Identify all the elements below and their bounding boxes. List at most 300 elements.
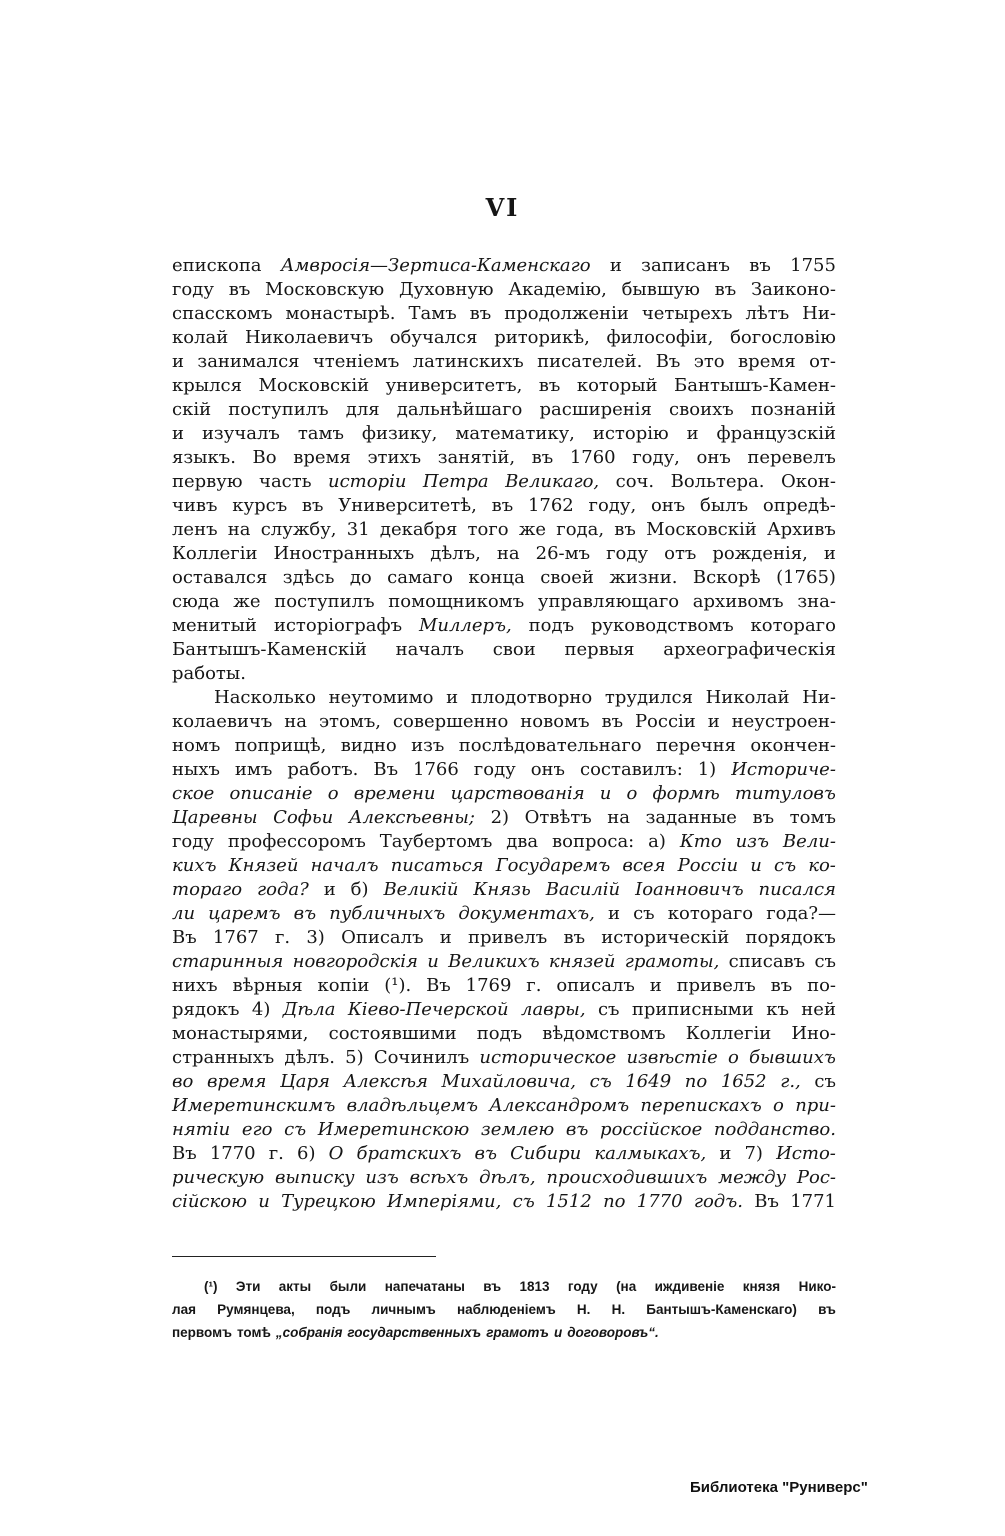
body-text-word: Вели- [782, 831, 836, 852]
body-text-word: этихъ [367, 447, 422, 468]
body-text-word: привелъ [676, 975, 756, 996]
body-text-word: археографическія [663, 639, 836, 660]
body-text-word: ли [172, 903, 196, 924]
body-text-word: отъ [664, 543, 697, 564]
body-text-line [172, 974, 836, 998]
body-text-word: 1762 [527, 495, 574, 516]
body-text-word: на [227, 519, 251, 540]
body-text-word: въ [752, 807, 775, 828]
body-text-line [172, 926, 836, 950]
body-text-word: физику, [361, 423, 438, 444]
footnote-word: Бантышъ-Каменскаго) [646, 1302, 797, 1317]
body-text-word: и [609, 255, 622, 276]
body-text-word: братскихъ [356, 1143, 462, 1164]
body-text-word: и [686, 423, 699, 444]
body-text-word: и [719, 1143, 732, 1164]
body-text-line [172, 398, 836, 422]
body-text-word: котораго [750, 615, 836, 636]
body-text-word: и [446, 687, 459, 708]
body-text-word: онъ [696, 447, 731, 468]
body-text-word: записанъ [641, 255, 730, 276]
body-text-word: скій [172, 399, 212, 420]
body-text-word: въ [474, 1143, 498, 1164]
body-text-word: въ [228, 279, 251, 300]
body-text-word: Князь [473, 879, 531, 900]
body-text-line [172, 302, 836, 326]
body-text-word: 1649 [625, 1071, 672, 1092]
body-text-word: курсъ [232, 495, 288, 516]
footnote-word: были [329, 1279, 367, 1294]
body-text-word: службу, [260, 519, 337, 540]
body-text-word: былъ [700, 495, 749, 516]
body-text [172, 254, 836, 1214]
body-text-word: старинныя [172, 951, 284, 972]
body-text-word: сюда [172, 591, 220, 612]
body-text-word: въ [614, 519, 636, 540]
body-text-line [172, 470, 836, 494]
body-text-word: Великій [383, 879, 459, 900]
body-text-word: 1770 [636, 1191, 683, 1212]
body-text-word: году, [632, 447, 680, 468]
body-text-word: видно [340, 735, 397, 756]
footnote-word: иждивеніе [654, 1279, 725, 1294]
body-text-word: совершенно [392, 711, 509, 732]
body-text-word: онъ [650, 495, 686, 516]
body-text-word: на [496, 543, 520, 564]
body-text-word: и [823, 543, 836, 564]
body-text-word: помощникомъ [388, 591, 525, 612]
body-text-word: 1760 [569, 447, 616, 468]
body-text-word: и [172, 423, 184, 444]
body-text-word: архивомъ [692, 591, 784, 612]
body-text-line [172, 1190, 836, 1214]
body-text-word: его [241, 1119, 273, 1140]
body-text-word: занимался [197, 351, 300, 372]
body-text-word: Описалъ [341, 927, 424, 948]
body-text-word: ское [172, 783, 215, 804]
body-text-word: къ [766, 999, 789, 1020]
body-text-word: Софьи [273, 807, 334, 828]
body-text-word: царемъ [208, 903, 281, 924]
body-text-word: часть [259, 471, 312, 492]
body-text-word: крылся [172, 375, 242, 396]
body-text-word: на [607, 807, 631, 828]
body-text-word: россійское [600, 1119, 703, 1140]
body-text-word: Имеретинскимъ [172, 1095, 336, 1116]
body-text-word: Петра [422, 471, 489, 492]
body-text-word: года? [257, 879, 309, 900]
body-text-word: занятій, [437, 447, 516, 468]
body-text-word: подъ [476, 1023, 523, 1044]
body-text-word: Михайловича, [441, 1071, 577, 1092]
body-text-word: кихъ [172, 855, 217, 876]
body-text-line [172, 542, 836, 566]
body-text-word: въ [770, 975, 793, 996]
library-watermark: Библиотека "Руниверс" [690, 1479, 868, 1496]
footnote-word: (на [616, 1279, 637, 1294]
body-text-word: Бантышъ-Камен- [674, 375, 836, 396]
body-text-word: чивъ [172, 495, 218, 516]
body-text-word: спасскомъ [172, 303, 273, 324]
body-text-word: Имеретинскою [317, 1119, 470, 1140]
body-text-word: съ [597, 999, 620, 1020]
body-text-word: работъ. [287, 759, 359, 780]
body-text-word: Царя [280, 1071, 330, 1092]
body-text-line [172, 830, 836, 854]
footnote-word: первомъ [172, 1325, 232, 1340]
body-text-word: первыя [564, 639, 635, 660]
body-text-word: Духовную [398, 279, 494, 300]
body-text-word: рожденія, [712, 543, 808, 564]
body-text-word: самаго [387, 567, 453, 588]
body-text-line [172, 1142, 836, 1166]
body-text-word: списавъ [728, 951, 806, 972]
body-text-word: поступилъ [228, 399, 329, 420]
body-text-word: и [258, 1191, 270, 1212]
body-text-word: бывшихъ [749, 1047, 836, 1068]
body-text-word: Россіи [677, 855, 739, 876]
body-text-word: здѣсь [282, 567, 335, 588]
footnote-word: Эти [235, 1279, 261, 1294]
body-text-word: г., [780, 1071, 801, 1092]
body-text-word: Въ [172, 927, 197, 948]
body-text-line [172, 638, 836, 662]
body-text-word: Заиконо- [750, 279, 836, 300]
body-text-word: Вскорѣ [692, 567, 761, 588]
body-text-word: титуловъ [734, 783, 836, 804]
body-text-word: Въ [373, 759, 399, 780]
body-text-word: б) [350, 879, 369, 900]
body-text-word: декабря [379, 519, 458, 540]
body-text-word: французскій [716, 423, 836, 444]
body-text-word: и [172, 351, 184, 372]
body-text-word: землею [480, 1119, 555, 1140]
footnote-word: лая [172, 1302, 196, 1317]
body-text-word: 1) [697, 759, 717, 780]
body-text-word: до [349, 567, 372, 588]
body-text-word: и [599, 783, 612, 804]
body-text-word: съ [512, 1191, 535, 1212]
body-text-word: онъ [530, 759, 566, 780]
body-text-word: изъ [411, 735, 445, 756]
body-text-word: калмыкахъ, [594, 1143, 707, 1164]
footnote-line [172, 1275, 836, 1298]
body-text-word: Россіи [634, 711, 696, 732]
body-text-word: между [718, 1167, 787, 1188]
body-text-word: того [467, 519, 509, 540]
body-text-word: Коллегіи [685, 1023, 772, 1044]
body-text-word: въ [714, 279, 737, 300]
body-text-word: продолженіи [504, 303, 629, 324]
body-text-word: дальнѣйшаго [396, 399, 523, 420]
footnote-word: 1813 [519, 1279, 550, 1294]
body-text-word: 1766 [413, 759, 459, 780]
body-text-word: Московскій [258, 375, 370, 396]
body-text-word: началъ [310, 855, 379, 876]
body-text-word: зна- [797, 591, 836, 612]
body-text-word: Въ [172, 1143, 197, 1164]
body-text-word: Кіево-Печерской [347, 999, 509, 1020]
body-text-line [172, 326, 836, 350]
body-text-word: исторіографъ [273, 615, 403, 636]
body-text-word: вѣдомствомъ [542, 1023, 666, 1044]
body-text-word: время [293, 447, 351, 468]
body-text-word: Великихъ [448, 951, 540, 972]
footnote-word: наблюденіемъ [456, 1302, 556, 1317]
body-text-word: новомъ [520, 711, 590, 732]
body-text-word: епископа [172, 255, 262, 276]
body-text-word: колай [172, 327, 229, 348]
body-text-word: изъ [735, 831, 770, 852]
body-text-word: заданные [645, 807, 737, 828]
body-text-line [172, 878, 836, 902]
body-text-word: ныхъ [172, 759, 220, 780]
body-text-word: трудился [604, 687, 693, 708]
body-text-word: историческій [601, 927, 730, 948]
body-text-word: Во [252, 447, 277, 468]
body-text-word: языкъ. [172, 447, 236, 468]
body-text-word: году [473, 759, 516, 780]
body-text-word: 3) [306, 927, 325, 948]
body-text-word: владѣльцемъ [346, 1095, 478, 1116]
body-text-word: порядокъ [745, 927, 836, 948]
body-text-word: риторикѣ, [494, 327, 590, 348]
body-text-word: съ [284, 1119, 307, 1140]
body-text-word: въ [565, 1119, 589, 1140]
body-text-word: о [773, 1095, 784, 1116]
body-text-word: нятіи [172, 1119, 231, 1140]
body-text-word: ней [801, 999, 836, 1020]
body-text-word: Исто- [776, 1143, 836, 1164]
body-text-word: составилъ: [579, 759, 683, 780]
body-text-line [172, 1070, 836, 1094]
body-text-word: Государемъ [495, 855, 611, 876]
body-text-word: въ [469, 303, 492, 324]
body-text-word: Отвѣтъ [524, 807, 592, 828]
body-text-word: исторію [592, 423, 669, 444]
body-text-word: расширенія [539, 399, 652, 420]
body-text-line [172, 518, 836, 542]
body-text-word: Амвросія—Зертиса-Каменскаго [280, 255, 591, 276]
body-text-word: и [607, 903, 620, 924]
body-text-word: грамоты, [624, 951, 720, 972]
footnote-word: году [567, 1279, 598, 1294]
body-text-word: 1767 [212, 927, 259, 948]
body-text-word: дѣлъ. [284, 1047, 335, 1068]
body-text-word: познаній [750, 399, 836, 420]
body-text-word: Таубертомъ [379, 831, 493, 852]
body-text-word: въ [293, 903, 317, 924]
body-text-line [172, 1022, 836, 1046]
footnote-word: въ [483, 1279, 502, 1294]
body-text-line [172, 1118, 836, 1142]
body-text-line [172, 278, 836, 302]
body-text-word: Ни- [802, 303, 836, 324]
body-text-word: оставался [172, 567, 268, 588]
body-text-word: по [603, 1191, 626, 1212]
body-text-word: жизни. [609, 567, 678, 588]
body-text-word: Московскую [265, 279, 385, 300]
body-text-word: имъ [234, 759, 273, 780]
body-text-word: въ [749, 255, 771, 276]
body-text-word: выписку [274, 1167, 355, 1188]
body-text-word: ленъ [172, 519, 218, 540]
body-text-word: и [707, 711, 720, 732]
body-text-word: Кто [679, 831, 722, 852]
body-text-word: О [328, 1143, 344, 1164]
body-text-word: Миллеръ, [418, 615, 512, 636]
body-text-word: и [323, 879, 336, 900]
body-text-word: время [206, 1071, 267, 1092]
body-text-word: 7) [744, 1143, 763, 1164]
body-text-word: и [427, 951, 439, 972]
body-text-word: формѣ [652, 783, 720, 804]
body-text-word: Сочинилъ [373, 1047, 470, 1068]
body-text-word: это [693, 351, 725, 372]
body-text-word: Академію, [508, 279, 607, 300]
body-text-word: философіи, [606, 327, 714, 348]
body-text-word: колаевичъ [172, 711, 273, 732]
body-text-word: началъ [395, 639, 464, 660]
body-text-word: 31 [346, 519, 370, 540]
body-text-line [172, 446, 836, 470]
page-number: VI [485, 193, 520, 222]
body-text-word: управляющаго [537, 591, 680, 612]
footnote-word: личнымъ [371, 1302, 436, 1317]
body-text-word: 1755 [790, 255, 836, 276]
footnote-word: государственныхъ [347, 1325, 482, 1340]
body-text-word: перевелъ [747, 447, 836, 468]
footnote-line [172, 1321, 836, 1344]
body-text-word: съ [589, 1071, 612, 1092]
body-text-line [172, 806, 836, 830]
body-text-word: Имперіями, [387, 1191, 502, 1212]
footnotes [172, 1275, 836, 1344]
body-text-word: г. [268, 1143, 284, 1164]
body-text-word: перепискахъ [640, 1095, 762, 1116]
body-text-word: приписными [631, 999, 754, 1020]
body-text-word: и [750, 855, 762, 876]
body-text-word: съ [633, 903, 655, 924]
body-text-line [172, 1166, 836, 1190]
body-text-word: (1765) [776, 567, 836, 588]
body-text-line [172, 686, 836, 710]
body-text-word: годъ. [693, 1191, 743, 1212]
body-text-word: Окон- [780, 471, 836, 492]
body-text-word: а) [648, 831, 666, 852]
body-text-word: Николай [705, 687, 790, 708]
body-text-word: 6) [297, 1143, 316, 1164]
body-text-line [172, 494, 836, 518]
body-text-word: Въ [655, 351, 681, 372]
body-text-word: Историче- [731, 759, 836, 780]
body-text-line [172, 1094, 836, 1118]
body-text-line [172, 350, 836, 374]
body-text-word: Алексѣевны; [348, 807, 475, 828]
body-text-word: году [172, 831, 214, 852]
body-text-word: послѣдовательнаго [458, 735, 642, 756]
footnote-word: Н. [611, 1302, 626, 1317]
body-text-word: номъ [172, 735, 221, 756]
body-text-word: Иностранныхъ [273, 543, 415, 564]
body-text-word: 4) [251, 999, 271, 1020]
body-text-word: о [327, 783, 339, 804]
body-text-word: 1652 [720, 1071, 767, 1092]
body-text-word: 2) [490, 807, 510, 828]
body-text-word: г. [526, 975, 542, 996]
body-text-word: писателей. [537, 351, 643, 372]
body-text-word: публичныхъ [329, 903, 446, 924]
body-text-line [172, 902, 836, 926]
body-text-word: неустроен- [731, 711, 836, 732]
body-text-line [172, 662, 836, 686]
body-text-word: Александромъ [489, 1095, 630, 1116]
footnote-word: напечатаны [384, 1279, 465, 1294]
body-text-word: въ [538, 375, 561, 396]
body-text-word: (¹). [384, 975, 412, 996]
body-text-word: года?— [766, 903, 836, 924]
footnote-word: и [553, 1325, 563, 1340]
body-text-word: же [233, 591, 261, 612]
body-text-word: лѣтъ [745, 303, 790, 324]
body-text-word: плодотворно [470, 687, 593, 708]
body-text-word: перечня [655, 735, 737, 756]
body-text-word: руководствомъ [590, 615, 734, 636]
body-text-word: подъ [528, 615, 575, 636]
body-text-line [172, 710, 836, 734]
body-text-line [172, 566, 836, 590]
body-text-word: описалъ [556, 975, 635, 996]
body-text-line [172, 422, 836, 446]
body-text-word: и [649, 975, 662, 996]
body-text-word: Рос- [796, 1167, 836, 1188]
body-text-word: Въ [754, 1191, 779, 1212]
footnote-word: (¹) [204, 1279, 218, 1294]
footnote-word: подъ [315, 1302, 351, 1317]
body-text-word: извѣстіе [626, 1047, 718, 1068]
body-text-word: въ [563, 927, 586, 948]
body-text-word: ко- [808, 855, 836, 876]
body-text-word: документахъ, [458, 903, 595, 924]
body-text-line [172, 374, 836, 398]
body-text-word: время [738, 351, 796, 372]
body-text-word: Князей [228, 855, 299, 876]
body-text-word: съ [814, 951, 836, 972]
body-text-word: конца [468, 567, 525, 588]
body-text-word: неутомимо [328, 687, 434, 708]
body-text-word: профессоромъ [227, 831, 366, 852]
body-text-word: математику, [455, 423, 575, 444]
body-text-word: описаніе [229, 783, 313, 804]
body-text-line [172, 734, 836, 758]
body-text-word: опредѣ- [762, 495, 836, 516]
body-text-word: тораго [172, 879, 243, 900]
body-text-word: богословію [730, 327, 836, 348]
body-text-word: о [626, 783, 638, 804]
body-text-word: Тамъ [408, 303, 457, 324]
body-text-line [172, 854, 836, 878]
body-text-word: лавры, [520, 999, 586, 1020]
body-text-word: поступилъ [274, 591, 375, 612]
body-text-word: монастырѣ. [285, 303, 396, 324]
body-text-word: всѣхъ [409, 1167, 469, 1188]
body-text-word: Въ [426, 975, 451, 996]
body-text-word: 26-мъ [535, 543, 591, 564]
body-text-line [172, 758, 836, 782]
body-text-word: бывшую [621, 279, 700, 300]
body-text-line [172, 950, 836, 974]
body-text-word: который [576, 375, 658, 396]
